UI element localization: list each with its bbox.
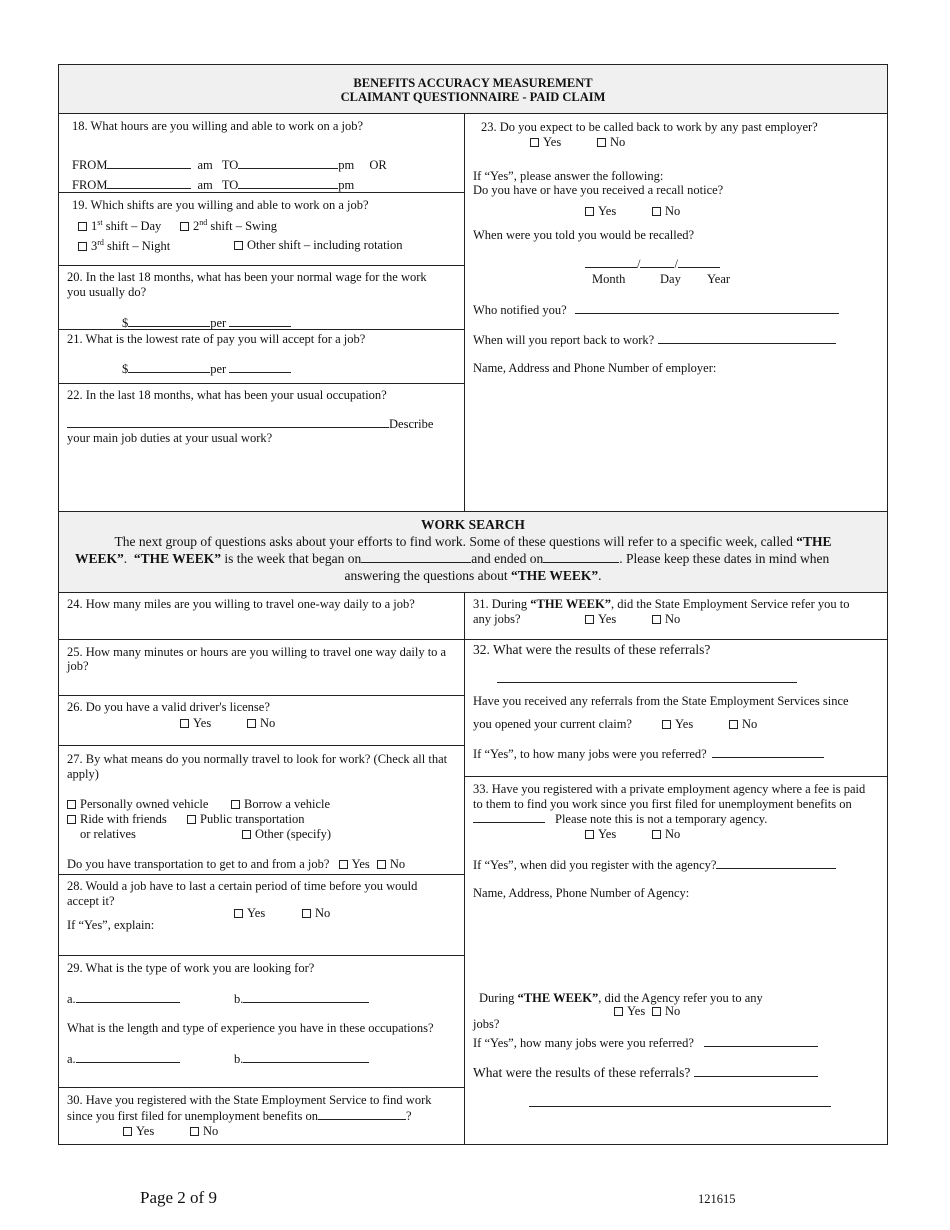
q28-no[interactable]: No [302, 906, 330, 920]
q33-date-field[interactable] [473, 811, 545, 823]
q18-from-1[interactable] [107, 157, 191, 169]
q19-label: 19. Which shifts are you willing and able to work on a job? [72, 198, 369, 212]
week-began-field[interactable] [361, 551, 471, 563]
q21-label: 21. What is the lowest rate of pay you will accept for a job? [67, 332, 366, 346]
q21-answer: $ per [122, 361, 291, 376]
checkbox[interactable] [652, 830, 661, 839]
q30-label-2: since you first filed for unemployment benefits on ? [67, 1109, 412, 1123]
q33-jobs: jobs? [473, 1017, 500, 1031]
q32-how-many-field[interactable] [712, 746, 824, 758]
q18-label: 18. What hours are you willing and able to work on a job? [72, 119, 364, 133]
page-number: Page 2 of 9 [140, 1188, 217, 1207]
q27-opt-4[interactable]: Public transportation [187, 812, 305, 826]
q33-how-many-field[interactable] [704, 1035, 818, 1047]
form-code: 121615 [698, 1192, 736, 1206]
q24-label: 24. How many miles are you willing to travel one-way daily to a job? [67, 597, 415, 611]
q23-when-told: When were you told you would be recalled? [473, 228, 695, 242]
q23-who-field[interactable] [575, 302, 839, 314]
checkbox[interactable] [530, 138, 539, 147]
week-ended-field[interactable] [543, 551, 619, 563]
checkbox[interactable] [190, 1127, 199, 1136]
checkbox[interactable] [729, 720, 738, 729]
checkbox[interactable] [247, 719, 256, 728]
q33-results-line-2[interactable] [529, 1106, 831, 1107]
q29-a2-field[interactable] [76, 1051, 180, 1063]
checkbox[interactable] [585, 830, 594, 839]
q27-opt-1[interactable]: Personally owned vehicle [67, 797, 208, 811]
q18-to-2[interactable] [238, 177, 338, 189]
q29-b: b. [234, 991, 369, 1006]
q18-from-2[interactable] [107, 177, 191, 189]
q32-label: 32. What were the results of these referrals? [473, 642, 711, 657]
q27-label: 27. By what means do you normally travel to look for work? (Check all that [67, 752, 448, 766]
q29-exp: What is the length and type of experience you have in these occupations? [67, 1021, 434, 1035]
checkbox[interactable] [662, 720, 671, 729]
checkbox[interactable] [180, 719, 189, 728]
q32-yes[interactable]: Yes [662, 717, 693, 731]
q21-per-field[interactable] [229, 361, 291, 373]
q23-who: Who notified you? [473, 302, 839, 317]
q19-opt-2[interactable]: 2nd shift – Swing [180, 218, 277, 234]
q33-no[interactable]: No [652, 827, 680, 841]
checkbox[interactable] [339, 860, 348, 869]
checkbox[interactable] [614, 1007, 623, 1016]
work-search-title: WORK SEARCH [421, 517, 525, 532]
checkbox[interactable] [67, 800, 76, 809]
checkbox[interactable] [652, 615, 661, 624]
q30-date-field[interactable] [318, 1108, 406, 1120]
checkbox[interactable] [597, 138, 606, 147]
q27-opt-6[interactable]: Other (specify) [242, 827, 331, 841]
checkbox[interactable] [377, 860, 386, 869]
q19-opt-3[interactable]: 3rd shift – Night [78, 238, 170, 254]
q19-opt-1[interactable]: 1st shift – Day [78, 218, 161, 234]
q30-yes[interactable]: Yes [123, 1124, 154, 1138]
q32-opened: you opened your current claim? [473, 717, 632, 731]
q27-opt-3b: or relatives [80, 827, 136, 841]
q23-if-yes: If “Yes”, please answer the following: [473, 169, 664, 183]
q27-opt-3[interactable]: Ride with friends [67, 812, 167, 826]
checkbox[interactable] [585, 207, 594, 216]
q30-no[interactable]: No [190, 1124, 218, 1138]
checkbox[interactable] [67, 815, 76, 824]
q27-opt-2[interactable]: Borrow a vehicle [231, 797, 330, 811]
form-subtitle: CLAIMANT QUESTIONNAIRE - PAID CLAIM [340, 90, 606, 104]
q31-yes[interactable]: Yes [585, 612, 616, 626]
q22-label: 22. In the last 18 months, what has been your usual occupation? [67, 388, 387, 402]
q23-report-field[interactable] [658, 332, 836, 344]
q23-year: Year [707, 272, 731, 286]
checkbox[interactable] [234, 909, 243, 918]
q23-yes[interactable]: Yes [530, 135, 561, 149]
q33-when: If “Yes”, when did you register with the agency? [473, 857, 836, 872]
checkbox[interactable] [231, 800, 240, 809]
q20-per-field[interactable] [229, 315, 291, 327]
work-search-line1: The next group of questions asks about your efforts to find work. Some of these questions will refer to a specific week, called “THE [114, 534, 832, 549]
checkbox[interactable] [234, 241, 243, 250]
q23-month: Month [592, 272, 626, 286]
q22-occupation-field[interactable] [67, 416, 389, 428]
q33-name: Name, Address, Phone Number of Agency: [473, 886, 690, 900]
checkbox[interactable] [242, 830, 251, 839]
checkbox[interactable] [652, 207, 661, 216]
q19-opt-4[interactable]: Other shift – including rotation [234, 238, 403, 252]
checkbox[interactable] [78, 222, 87, 231]
checkbox[interactable] [652, 1007, 661, 1016]
checkbox[interactable] [180, 222, 189, 231]
q27-trans: Do you have transportation to get to and from a job? Yes No [67, 857, 406, 871]
q33-label-3: Please note this is not a temporary agency. [473, 811, 767, 826]
q29-b2-field[interactable] [243, 1051, 369, 1063]
q20-label: 20. In the last 18 months, what has been your normal wage for the work [67, 270, 427, 284]
q33-during: During “THE WEEK”, did the Agency refer you to any [479, 991, 763, 1005]
q23-no[interactable]: No [597, 135, 625, 149]
q32-how-many: If “Yes”, to how many jobs were you referred? [473, 746, 824, 761]
q28-explain: If “Yes”, explain: [67, 918, 155, 932]
q29-label: 29. What is the type of work you are looking for? [67, 961, 315, 975]
q18-row2: FROM am TO pm [72, 178, 355, 192]
q33-when-field[interactable] [716, 857, 836, 869]
q29-b-field[interactable] [243, 991, 369, 1003]
q23-recall-yes[interactable]: Yes [585, 204, 616, 218]
q32-received: Have you received any referrals from the State Employment Services since [473, 694, 849, 708]
q20-label-2: you usually do? [67, 285, 147, 299]
checkbox[interactable] [187, 815, 196, 824]
q23-when-report: When will you report back to work? [473, 332, 836, 347]
q31-label-2: any jobs? [473, 612, 521, 626]
q23-name-addr: Name, Address and Phone Number of employer: [473, 361, 717, 375]
q33-no-2[interactable]: No [652, 1004, 680, 1018]
q22-answer: Describe [67, 416, 433, 431]
form-title: BENEFITS ACCURACY MEASUREMENT [353, 76, 593, 90]
q33-how-many: If “Yes”, how many jobs were you referred? [473, 1035, 818, 1050]
q31-no[interactable]: No [652, 612, 680, 626]
q33-results: What were the results of these referrals? [473, 1065, 818, 1081]
q26-no[interactable]: No [247, 716, 275, 730]
q32-no[interactable]: No [729, 717, 757, 731]
q29-a: a. [67, 991, 180, 1006]
q23-date-field[interactable]: / / [585, 256, 720, 271]
q29-a2: a. [67, 1051, 180, 1066]
q23-recall: Do you have or have you received a recall notice? [473, 183, 724, 197]
q23-label: 23. Do you expect to be called back to work by any past employer? [481, 120, 818, 134]
q30-label: 30. Have you registered with the State Employment Service to find work [67, 1093, 432, 1107]
q18-row1: FROM am TO pm OR [72, 158, 387, 172]
q33-label-2: to them to find you work since you first filed for unemployment benefits on [473, 797, 852, 811]
q27-label-2: apply) [67, 767, 99, 781]
checkbox[interactable] [78, 242, 87, 251]
q29-a-field[interactable] [76, 991, 180, 1003]
q21-rate-field[interactable] [128, 361, 210, 373]
q28-label: 28. Would a job have to last a certain period of time before you would [67, 879, 418, 893]
q20-wage-field[interactable] [128, 315, 210, 327]
checkbox[interactable] [302, 909, 311, 918]
q28-yes[interactable]: Yes [234, 906, 265, 920]
q18-to-1[interactable] [238, 157, 338, 169]
q31-label: 31. During “THE WEEK”, did the State Employment Service refer you to [473, 597, 850, 611]
q33-yes-2[interactable]: Yes [614, 1004, 645, 1018]
q25-label-2: job? [67, 659, 89, 673]
q23-day: Day [660, 272, 681, 286]
q20-answer: $ per [122, 315, 291, 330]
checkbox[interactable] [123, 1127, 132, 1136]
q33-results-field[interactable] [694, 1065, 818, 1077]
q23-recall-no[interactable]: No [652, 204, 680, 218]
q26-yes[interactable]: Yes [180, 716, 211, 730]
q25-label: 25. How many minutes or hours are you willing to travel one way daily to a [67, 645, 447, 659]
q26-label: 26. Do you have a valid driver's license? [67, 700, 270, 714]
q33-yes[interactable]: Yes [585, 827, 616, 841]
q22-label-2: your main job duties at your usual work? [67, 431, 273, 445]
work-search-line3: answering the questions about “THE WEEK”. [344, 568, 602, 583]
checkbox[interactable] [585, 615, 594, 624]
q29-b2: b. [234, 1051, 369, 1066]
q32-results-field[interactable] [497, 682, 797, 683]
q33-label: 33. Have you registered with a private employment agency where a fee is paid [473, 782, 866, 796]
q28-label-2: accept it? [67, 894, 115, 908]
work-search-line2: WEEK”. “THE WEEK” is the week that began on and ended on . Please keep these dates in mind when [75, 551, 830, 566]
